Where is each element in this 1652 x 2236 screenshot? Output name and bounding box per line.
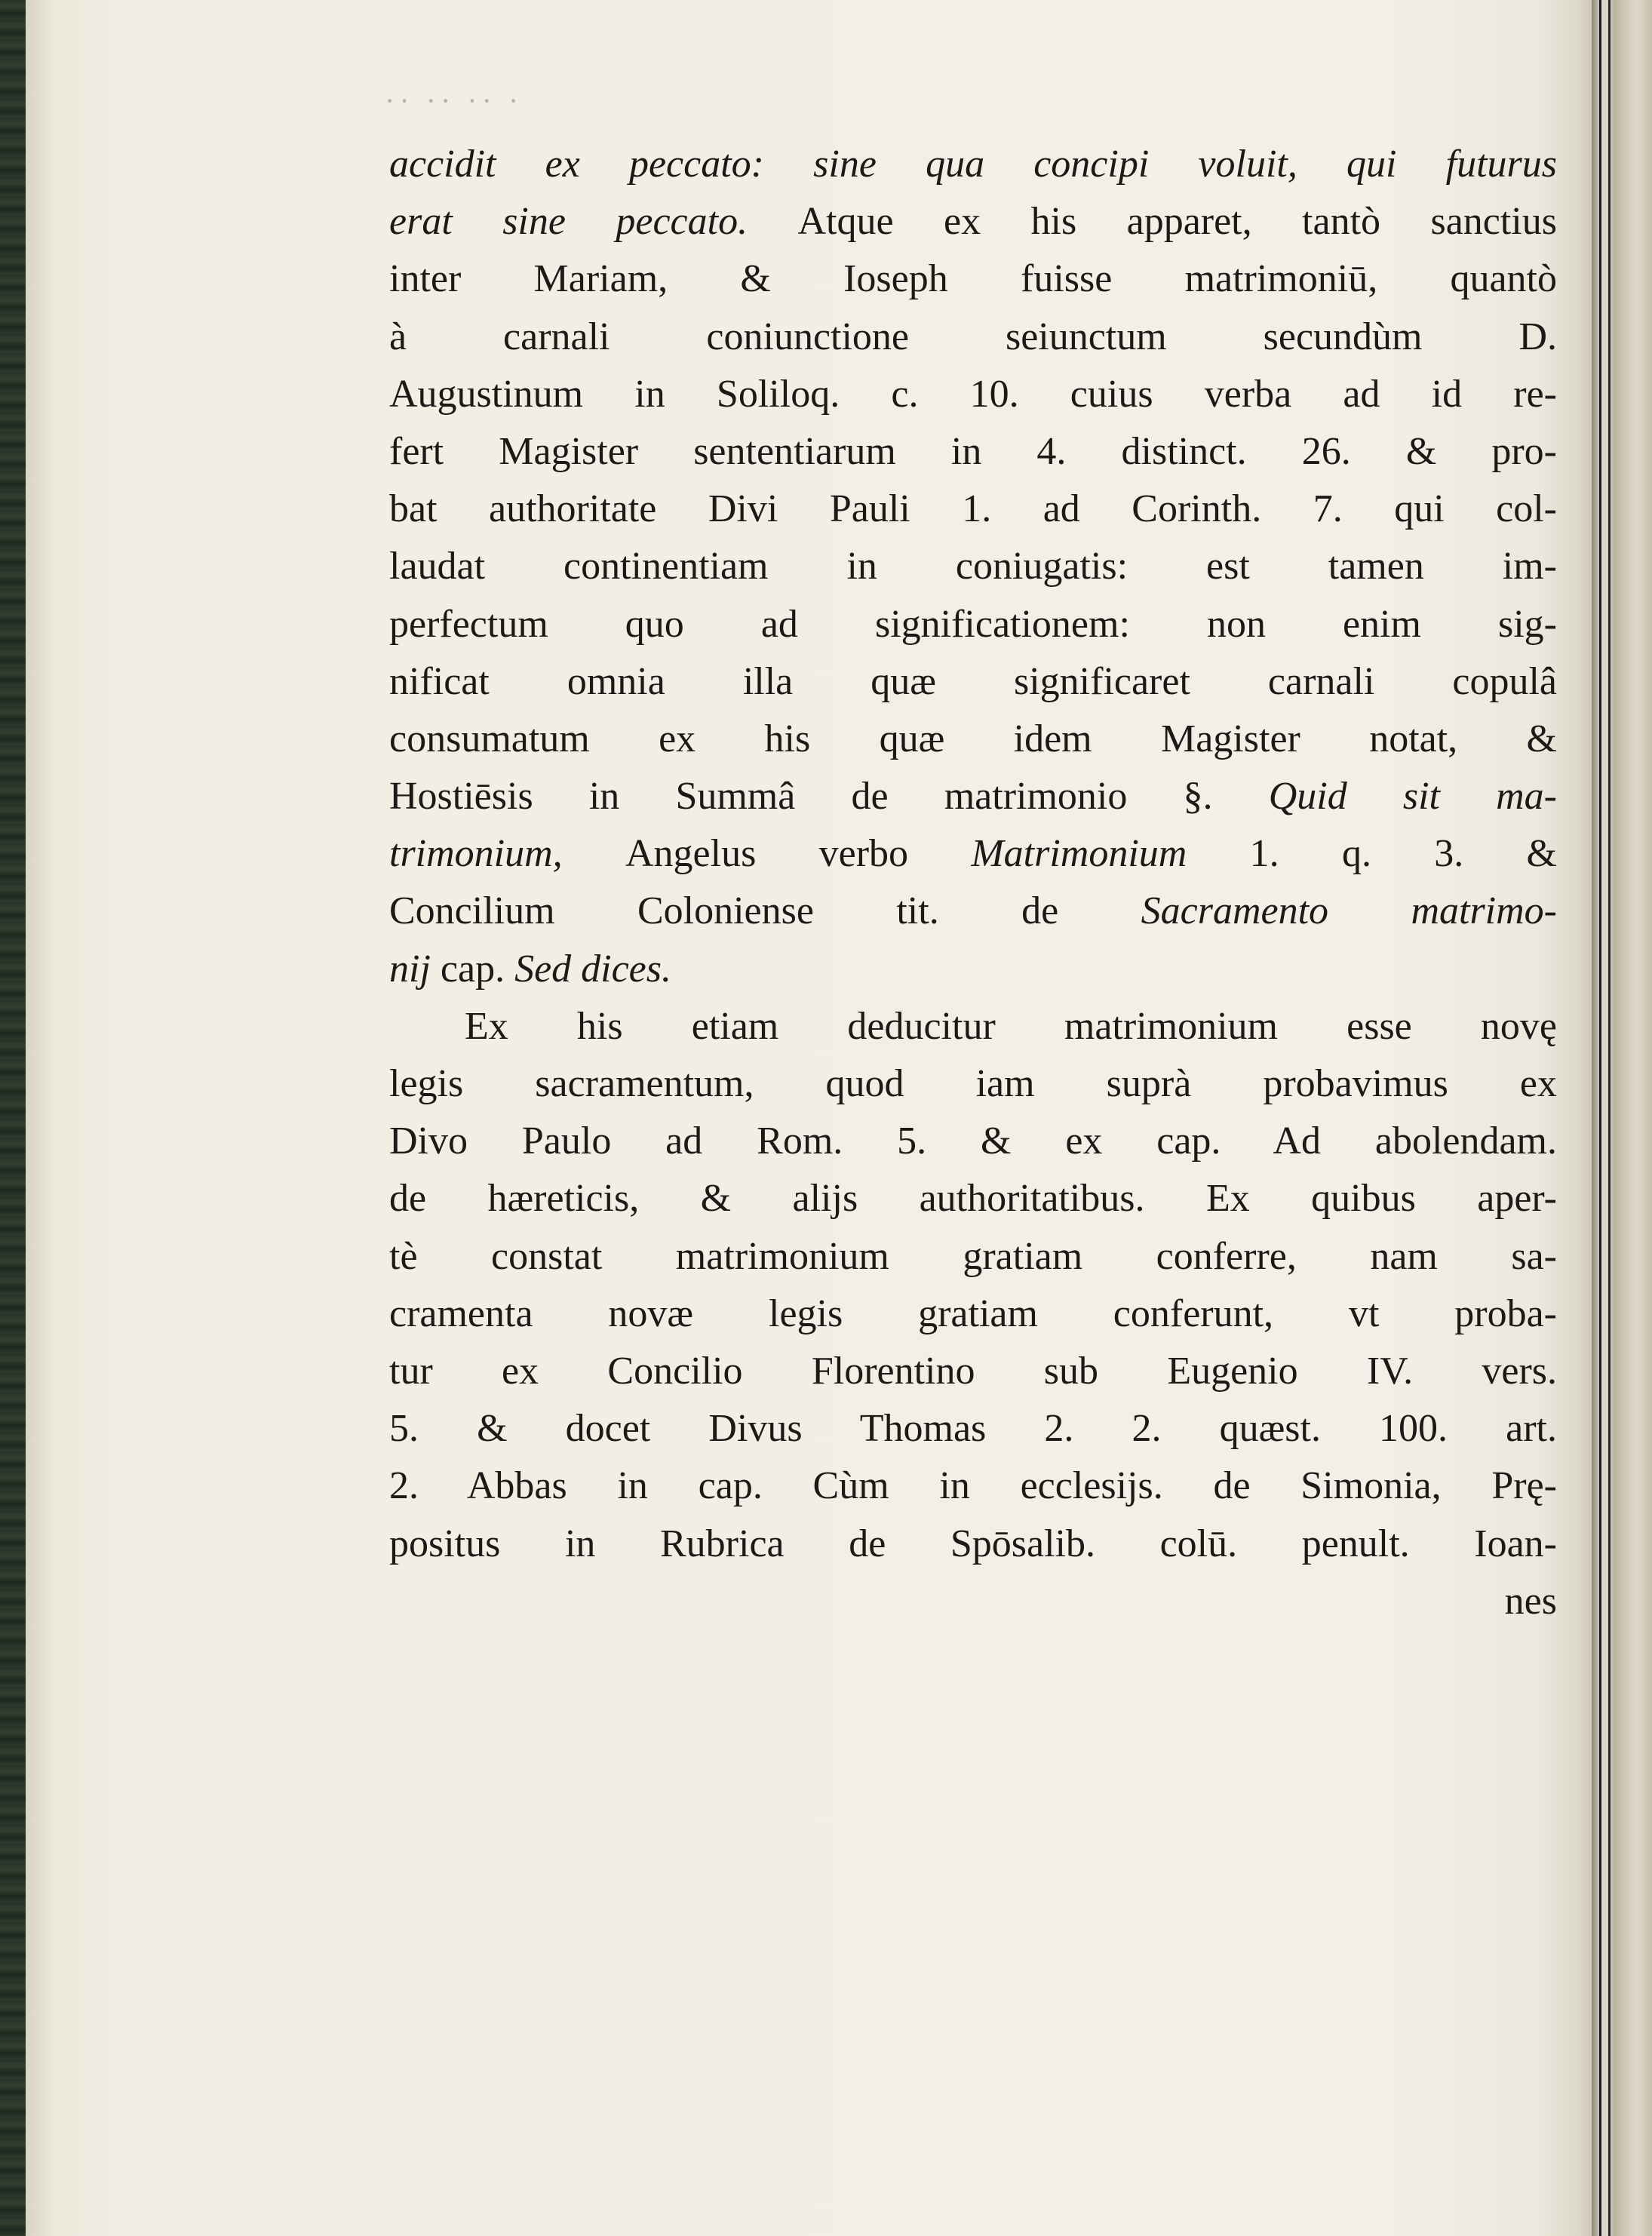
text-line (389, 309, 1557, 366)
text-run: tur ex Concilio Florentino sub Eugenio IV. vers. (389, 1349, 1557, 1393)
text-run: laudat continentiam in coniugatis: est tamen im- (389, 545, 1557, 588)
text-run: à carnali coniunctione seiunctum secundùm D. (389, 315, 1557, 358)
text-run: Angelus verbo (625, 832, 972, 876)
text-run: cramenta novæ legis gratiam conferunt, vt proba- (389, 1292, 1557, 1335)
text-line (389, 998, 1557, 1055)
text-line (389, 1285, 1557, 1343)
catchword-text: nes (1504, 1579, 1557, 1623)
text-line (389, 423, 1557, 481)
text-line (389, 825, 1557, 883)
italic-run: nij (389, 947, 441, 991)
text-line (389, 250, 1557, 308)
text-line (389, 538, 1557, 595)
text-run: Augustinum in Soliloq. c. 10. cuius verba ad id re- (389, 372, 1557, 416)
text-line (389, 1170, 1557, 1227)
text-line (389, 366, 1557, 423)
text-line (389, 1457, 1557, 1515)
text-run: Concilium Coloniense tit. de (389, 889, 1141, 933)
text-line (389, 193, 1557, 250)
text-line (389, 1113, 1557, 1170)
text-line (389, 1516, 1557, 1573)
text-run: Hostiēsis in Summâ de matrimonio §. (389, 775, 1269, 819)
text-run: 1. q. 3. & (1249, 832, 1558, 876)
italic-run: erat sine peccato. (389, 200, 798, 244)
italic-run: Matrimonium (971, 832, 1250, 876)
text-line (389, 1400, 1557, 1457)
italic-run: accidit ex peccato: sine qua concipi voluit, qui futurus (389, 143, 1557, 186)
text-run: fert Magister sententiarum in 4. distinct. 26. & pro- (389, 429, 1557, 473)
catchword (389, 1573, 1557, 1630)
book-spine-edge (0, 0, 26, 2236)
text-line (389, 1228, 1557, 1285)
text-run: inter Mariam, & Ioseph fuisse matrimoniū, quantò (389, 257, 1557, 301)
page-fore-edge (1592, 0, 1652, 2236)
text-run: Atque ex his apparet, tantò sanctius (797, 200, 1557, 244)
text-line (389, 1343, 1557, 1400)
text-run: bat authoritate Divi Pauli 1. ad Corinth. 7. qui col- (389, 487, 1557, 531)
text-line (389, 941, 1557, 998)
text-line (389, 136, 1557, 193)
text-run: 5. & docet Divus Thomas 2. 2. quæst. 100. art. (389, 1407, 1557, 1451)
text-run: Ex his etiam deducitur matrimonium esse novę (465, 1004, 1557, 1048)
text-line (389, 1055, 1557, 1113)
text-run: consumatum ex his quæ idem Magister notat, & (389, 717, 1557, 760)
bleed-through-marks: ·· ·· ·· · (385, 84, 524, 118)
text-run: de hæreticis, & alijs authoritatibus. Ex quibus aper- (389, 1177, 1557, 1221)
text-run: tè constat matrimonium gratiam conferre, nam sa- (389, 1234, 1557, 1278)
page-text-block (389, 136, 1557, 1630)
italic-run: Sacramento matrimo- (1141, 889, 1557, 933)
text-run: cap. (440, 947, 515, 991)
text-line (389, 711, 1557, 768)
text-line (389, 883, 1557, 940)
italic-run: trimonium, (389, 832, 625, 876)
italic-run: Sed dices. (514, 947, 672, 991)
text-run: positus in Rubrica de Spōsalib. colū. penult. Ioan- (389, 1522, 1557, 1565)
text-line (389, 768, 1557, 825)
text-line (389, 481, 1557, 538)
text-run: legis sacramentum, quod iam suprà probavimus ex (389, 1062, 1557, 1105)
text-run: Divo Paulo ad Rom. 5. & ex cap. Ad abolendam. (389, 1120, 1557, 1163)
text-line (389, 596, 1557, 653)
text-run: perfectum quo ad significationem: non enim sig- (389, 602, 1557, 646)
text-line (389, 653, 1557, 711)
text-run: 2. Abbas in cap. Cùm in ecclesijs. de Simonia, Prę- (389, 1464, 1557, 1508)
italic-run: Quid sit ma- (1268, 775, 1557, 819)
text-run: nificat omnia illa quæ significaret carnali copulâ (389, 659, 1557, 703)
